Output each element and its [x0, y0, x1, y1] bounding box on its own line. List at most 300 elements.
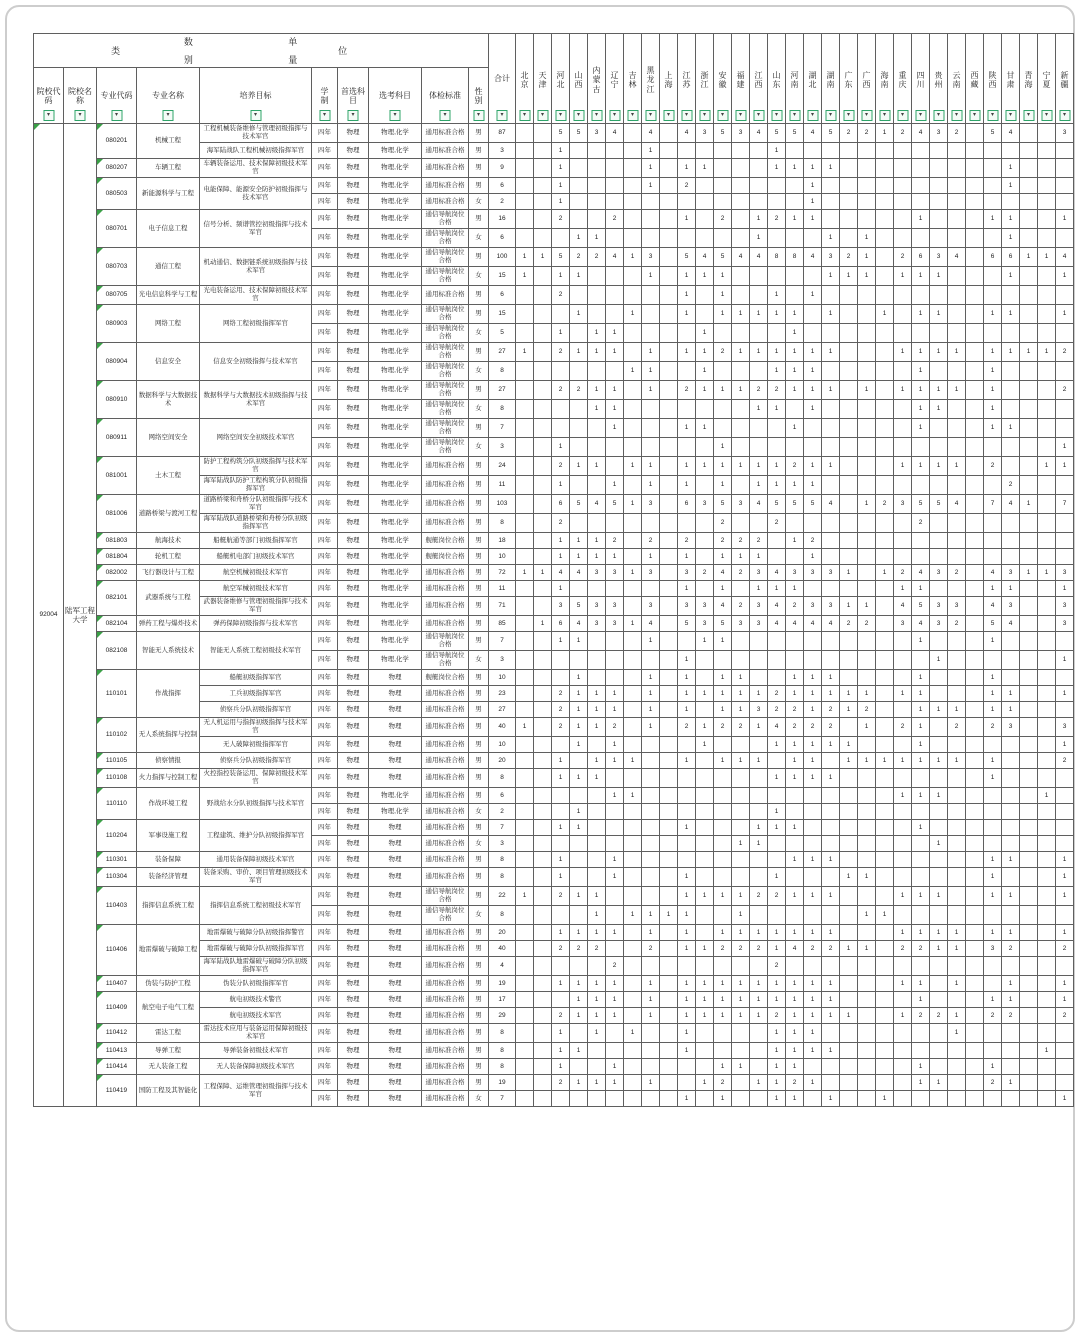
province-value-cell [840, 143, 858, 159]
province-value-cell: 1 [678, 549, 696, 565]
province-value-cell [876, 457, 894, 476]
province-value-cell [930, 820, 948, 836]
province-value-cell [516, 495, 534, 514]
province-value-cell [1002, 457, 1020, 476]
total-cell: 3 [489, 836, 516, 852]
first-subject-cell: 物理 [338, 305, 369, 324]
province-value-cell: 1 [570, 229, 588, 248]
province-value-cell [714, 804, 732, 820]
table-row [34, 419, 1074, 438]
province-value-cell: 1 [912, 1075, 930, 1091]
province-value-cell [534, 495, 552, 514]
province-value-cell: 3 [696, 616, 714, 632]
autofilter-button[interactable]: ▾ [609, 110, 620, 121]
province-value-cell [966, 194, 984, 210]
training-target-cell: 电能保障、能源安全防护初级指挥与技术军官 [200, 178, 312, 210]
province-value-cell: 1 [1002, 159, 1020, 178]
autofilter-button[interactable]: ▾ [390, 110, 401, 121]
autofilter-button[interactable]: ▾ [969, 110, 980, 121]
province-value-cell: 1 [516, 565, 534, 581]
province-value-cell [948, 769, 966, 788]
province-value-cell: 1 [822, 457, 840, 476]
province-value-cell [912, 476, 930, 495]
province-value-cell [894, 1043, 912, 1059]
province-value-cell: 1 [678, 925, 696, 941]
autofilter-button[interactable]: ▾ [43, 110, 54, 121]
autofilter-button[interactable]: ▾ [1005, 110, 1016, 121]
province-value-cell: 1 [984, 686, 1002, 702]
province-value-cell [984, 651, 1002, 670]
province-value-cell [516, 737, 534, 753]
training-target-cell: 船艇初级指挥军官 [200, 670, 312, 686]
training-target-cell: 雷达技术应用与装备运用保障初级技术军官 [200, 1024, 312, 1043]
province-value-cell: 2 [552, 210, 570, 229]
province-value-cell: 1 [930, 836, 948, 852]
province-value-cell [534, 632, 552, 651]
province-value-cell [984, 976, 1002, 992]
province-value-cell [1056, 324, 1074, 343]
province-value-cell: 1 [786, 533, 804, 549]
first-subject-cell: 物理 [338, 1091, 369, 1107]
province-value-cell [1020, 1075, 1038, 1091]
table-body [34, 124, 1074, 1107]
province-value-cell: 1 [570, 632, 588, 651]
province-value-cell [858, 804, 876, 820]
major-code-cell: 110414 [97, 1059, 137, 1075]
province-value-cell: 1 [714, 686, 732, 702]
province-value-cell: 4 [588, 495, 606, 514]
autofilter-button[interactable]: ▾ [771, 110, 782, 121]
province-value-cell: 2 [1056, 343, 1074, 362]
province-value-cell [534, 887, 552, 906]
autofilter-button[interactable]: ▾ [663, 110, 674, 121]
subjects-cell: 物理 [369, 976, 422, 992]
province-value-cell [714, 419, 732, 438]
table-row [34, 852, 1074, 868]
autofilter-button[interactable]: ▾ [933, 110, 944, 121]
province-value-cell [516, 1024, 534, 1043]
province-value-cell [732, 514, 750, 533]
province-value-cell: 1 [588, 457, 606, 476]
province-value-cell [678, 852, 696, 868]
autofilter-button[interactable]: ▾ [537, 110, 548, 121]
province-label: 新 疆 [1060, 70, 1069, 89]
province-value-cell [750, 1043, 768, 1059]
autofilter-button[interactable]: ▾ [789, 110, 800, 121]
province-value-cell [1020, 976, 1038, 992]
province-value-cell [660, 632, 678, 651]
province-value-cell [606, 143, 624, 159]
gender-cell: 女 [469, 267, 489, 286]
province-value-cell: 1 [822, 769, 840, 788]
first-subject-cell: 物理 [338, 632, 369, 651]
province-value-cell [660, 868, 678, 887]
province-value-cell [1020, 143, 1038, 159]
province-value-cell [696, 514, 714, 533]
column-header-province-四川 [912, 34, 930, 124]
province-value-cell: 1 [714, 702, 732, 718]
province-value-cell [876, 788, 894, 804]
duration-cell: 四年 [312, 229, 338, 248]
province-value-cell [984, 1043, 1002, 1059]
major-name-cell: 光电信息科学与工程 [137, 286, 200, 305]
province-value-cell [624, 651, 642, 670]
province-value-cell [840, 305, 858, 324]
autofilter-button[interactable]: ▾ [1041, 110, 1052, 121]
column-header-province-黑龙江 [642, 34, 660, 124]
province-value-cell [876, 1059, 894, 1075]
province-value-cell: 1 [516, 343, 534, 362]
province-value-cell: 1 [516, 267, 534, 286]
province-value-cell: 1 [1002, 1075, 1020, 1091]
province-value-cell [930, 549, 948, 565]
province-value-cell: 1 [1002, 305, 1020, 324]
autofilter-button[interactable]: ▾ [111, 110, 122, 121]
province-value-cell: 2 [768, 1008, 786, 1024]
province-value-cell [822, 476, 840, 495]
province-value-cell: 1 [930, 381, 948, 400]
province-value-cell [822, 362, 840, 381]
province-value-cell: 4 [768, 597, 786, 616]
province-value-cell: 1 [732, 670, 750, 686]
autofilter-button[interactable]: ▾ [699, 110, 710, 121]
province-value-cell [876, 1075, 894, 1091]
standard-cell: 通用标准合格 [422, 616, 469, 632]
province-value-cell: 2 [696, 565, 714, 581]
province-value-cell [840, 549, 858, 565]
province-value-cell [966, 632, 984, 651]
province-value-cell: 2 [804, 941, 822, 957]
province-value-cell [1056, 476, 1074, 495]
duration-cell: 四年 [312, 906, 338, 925]
province-value-cell: 1 [804, 852, 822, 868]
province-value-cell [948, 804, 966, 820]
province-value-cell [678, 769, 696, 788]
autofilter-button[interactable]: ▾ [681, 110, 692, 121]
subjects-cell: 物理 [369, 1091, 422, 1107]
province-value-cell [786, 143, 804, 159]
province-value-cell: 2 [732, 941, 750, 957]
province-value-cell [606, 769, 624, 788]
autofilter-button[interactable]: ▾ [825, 110, 836, 121]
province-value-cell [966, 1043, 984, 1059]
province-value-cell [750, 324, 768, 343]
province-value-cell [876, 533, 894, 549]
autofilter-button[interactable]: ▾ [250, 110, 261, 121]
gender-cell: 男 [469, 514, 489, 533]
province-value-cell [552, 305, 570, 324]
province-value-cell [1056, 419, 1074, 438]
province-value-cell [858, 324, 876, 343]
province-value-cell [822, 906, 840, 925]
autofilter-button[interactable]: ▾ [861, 110, 872, 121]
province-value-cell [516, 686, 534, 702]
province-label: 宁 夏 [1042, 70, 1051, 89]
province-value-cell: 1 [1002, 343, 1020, 362]
first-subject-cell: 物理 [338, 381, 369, 400]
province-value-cell: 3 [822, 248, 840, 267]
province-value-cell: 1 [732, 925, 750, 941]
province-value-cell: 3 [678, 565, 696, 581]
province-value-cell [516, 702, 534, 718]
training-target-cell: 无人机运用与指挥初级指挥与技术军官 [200, 718, 312, 737]
province-value-cell [876, 178, 894, 194]
column-header-province-广西 [858, 34, 876, 124]
province-value-cell [1020, 159, 1038, 178]
major-code-cell: 081006 [97, 495, 137, 533]
gender-cell: 男 [469, 868, 489, 887]
major-code-cell: 110105 [97, 753, 137, 769]
autofilter-button[interactable]: ▾ [735, 110, 746, 121]
province-value-cell: 3 [822, 597, 840, 616]
province-value-cell: 2 [894, 124, 912, 143]
province-label: 上 海 [664, 70, 673, 89]
province-value-cell [966, 419, 984, 438]
province-value-cell: 1 [876, 1091, 894, 1107]
province-value-cell: 4 [750, 248, 768, 267]
band-char: 位 [338, 46, 348, 57]
column-header-province-河北 [552, 34, 570, 124]
autofilter-button[interactable]: ▾ [717, 110, 728, 121]
autofilter-button[interactable]: ▾ [987, 110, 998, 121]
province-value-cell [732, 476, 750, 495]
province-value-cell [750, 632, 768, 651]
province-value-cell [660, 718, 678, 737]
province-value-cell [696, 836, 714, 852]
subjects-cell: 物理,化学 [369, 804, 422, 820]
province-value-cell [786, 514, 804, 533]
province-value-cell [876, 549, 894, 565]
total-cell: 8 [489, 906, 516, 925]
province-value-cell: 4 [714, 597, 732, 616]
province-value-cell: 1 [912, 381, 930, 400]
province-value-cell [516, 670, 534, 686]
province-value-cell: 2 [588, 248, 606, 267]
major-code-cell: 110419 [97, 1075, 137, 1107]
province-value-cell [624, 737, 642, 753]
duration-cell: 四年 [312, 686, 338, 702]
province-value-cell: 1 [804, 737, 822, 753]
province-value-cell [894, 804, 912, 820]
province-value-cell [840, 957, 858, 976]
province-value-cell [552, 804, 570, 820]
province-value-cell: 1 [588, 400, 606, 419]
standard-cell: 通信导航岗位合格 [422, 248, 469, 267]
total-cell: 40 [489, 941, 516, 957]
province-value-cell [570, 651, 588, 670]
major-name-cell: 侦察情报 [137, 753, 200, 769]
gender-cell: 男 [469, 887, 489, 906]
first-subject-cell: 物理 [338, 686, 369, 702]
major-code-cell: 080701 [97, 210, 137, 248]
province-value-cell [1020, 514, 1038, 533]
autofilter-button[interactable]: ▾ [440, 110, 451, 121]
autofilter-button[interactable]: ▾ [497, 110, 508, 121]
province-value-cell [606, 362, 624, 381]
column-header-2: 专业代码 ▾ [97, 68, 137, 124]
province-value-cell [876, 651, 894, 670]
autofilter-button[interactable]: ▾ [519, 110, 530, 121]
province-value-cell [1020, 651, 1038, 670]
autofilter-button[interactable]: ▾ [807, 110, 818, 121]
major-code-cell: 080911 [97, 419, 137, 457]
province-value-cell [678, 229, 696, 248]
province-label: 安 徽 [718, 70, 727, 89]
province-value-cell [876, 925, 894, 941]
total-cell: 8 [489, 769, 516, 788]
province-value-cell [750, 178, 768, 194]
province-value-cell: 2 [768, 702, 786, 718]
province-value-cell: 5 [714, 495, 732, 514]
province-value-cell [624, 1043, 642, 1059]
province-value-cell [660, 324, 678, 343]
subjects-cell: 物理 [369, 1043, 422, 1059]
training-target-cell: 车辆装备运用、技术保障初级技术军官 [200, 159, 312, 178]
autofilter-button[interactable]: ▾ [591, 110, 602, 121]
province-value-cell: 1 [912, 686, 930, 702]
province-value-cell: 1 [588, 718, 606, 737]
province-value-cell [516, 194, 534, 210]
province-value-cell [606, 267, 624, 286]
province-value-cell [768, 670, 786, 686]
major-name-cell: 机械工程 [137, 124, 200, 159]
province-value-cell [948, 651, 966, 670]
province-value-cell [588, 1091, 606, 1107]
province-value-cell [1056, 143, 1074, 159]
province-value-cell [1038, 1059, 1056, 1075]
province-value-cell [894, 400, 912, 419]
province-value-cell: 1 [570, 976, 588, 992]
province-value-cell: 1 [894, 581, 912, 597]
province-value-cell [732, 419, 750, 438]
province-value-cell [1020, 906, 1038, 925]
province-value-cell [1020, 581, 1038, 597]
province-value-cell: 1 [948, 1024, 966, 1043]
province-value-cell [1002, 514, 1020, 533]
province-value-cell: 1 [678, 1008, 696, 1024]
total-cell: 6 [489, 788, 516, 804]
province-value-cell [822, 753, 840, 769]
province-value-cell [858, 514, 876, 533]
autofilter-button[interactable]: ▾ [915, 110, 926, 121]
autofilter-button[interactable]: ▾ [573, 110, 584, 121]
duration-cell: 四年 [312, 124, 338, 143]
duration-cell: 四年 [312, 178, 338, 194]
autofilter-button[interactable]: ▾ [897, 110, 908, 121]
standard-cell: 通信导航岗位合格 [422, 324, 469, 343]
total-cell: 4 [489, 957, 516, 976]
province-value-cell [588, 286, 606, 305]
autofilter-button[interactable]: ▾ [555, 110, 566, 121]
column-header-province-广东 [840, 34, 858, 124]
province-value-cell: 1 [840, 1008, 858, 1024]
autofilter-button[interactable]: ▾ [1023, 110, 1034, 121]
province-value-cell [534, 702, 552, 718]
autofilter-button[interactable]: ▾ [627, 110, 638, 121]
province-value-cell [912, 194, 930, 210]
province-value-cell [714, 1043, 732, 1059]
autofilter-button[interactable]: ▾ [1059, 110, 1070, 121]
total-cell: 85 [489, 616, 516, 632]
province-value-cell [696, 651, 714, 670]
first-subject-cell: 物理 [338, 286, 369, 305]
province-value-cell [534, 1059, 552, 1075]
table-row [34, 1024, 1074, 1043]
province-value-cell [894, 476, 912, 495]
province-value-cell: 1 [678, 159, 696, 178]
province-value-cell: 1 [552, 925, 570, 941]
province-value-cell [570, 581, 588, 597]
autofilter-button[interactable]: ▾ [75, 110, 86, 121]
autofilter-button[interactable]: ▾ [879, 110, 890, 121]
province-value-cell: 1 [570, 702, 588, 718]
province-value-cell: 5 [678, 248, 696, 267]
province-value-cell: 1 [1056, 457, 1074, 476]
province-value-cell [966, 1075, 984, 1091]
province-value-cell: 1 [948, 381, 966, 400]
autofilter-button[interactable]: ▾ [348, 110, 359, 121]
province-value-cell: 1 [858, 941, 876, 957]
first-subject-cell: 物理 [338, 616, 369, 632]
province-value-cell [1002, 1043, 1020, 1059]
province-value-cell [732, 957, 750, 976]
autofilter-button[interactable]: ▾ [645, 110, 656, 121]
duration-cell: 四年 [312, 753, 338, 769]
province-value-cell: 2 [894, 718, 912, 737]
province-value-cell: 1 [552, 159, 570, 178]
major-code-cell: 110403 [97, 887, 137, 925]
table-row [34, 753, 1074, 769]
province-value-cell [948, 362, 966, 381]
province-value-cell: 1 [750, 476, 768, 495]
province-value-cell [714, 836, 732, 852]
province-value-cell: 1 [912, 305, 930, 324]
major-code-cell: 082104 [97, 616, 137, 632]
autofilter-button[interactable]: ▾ [163, 110, 174, 121]
province-value-cell: 5 [804, 495, 822, 514]
autofilter-button[interactable]: ▾ [843, 110, 854, 121]
province-value-cell: 1 [804, 1075, 822, 1091]
province-value-cell: 1 [552, 1024, 570, 1043]
province-label: 青 海 [1024, 70, 1033, 89]
first-subject-cell: 物理 [338, 941, 369, 957]
province-value-cell [588, 438, 606, 457]
province-value-cell [606, 178, 624, 194]
autofilter-button[interactable]: ▾ [753, 110, 764, 121]
province-value-cell: 2 [1056, 941, 1074, 957]
province-value-cell: 1 [696, 324, 714, 343]
province-value-cell [714, 737, 732, 753]
total-cell: 5 [489, 324, 516, 343]
province-value-cell [948, 1075, 966, 1091]
province-value-cell: 1 [984, 400, 1002, 419]
autofilter-button[interactable]: ▾ [951, 110, 962, 121]
province-value-cell [1002, 632, 1020, 651]
province-value-cell: 2 [1002, 941, 1020, 957]
province-value-cell [966, 438, 984, 457]
autofilter-button[interactable]: ▾ [473, 110, 484, 121]
province-value-cell [1038, 178, 1056, 194]
province-value-cell [516, 514, 534, 533]
province-value-cell [1038, 381, 1056, 400]
duration-cell: 四年 [312, 718, 338, 737]
province-value-cell [516, 992, 534, 1008]
province-value-cell [552, 1091, 570, 1107]
standard-cell: 通用标准合格 [422, 737, 469, 753]
province-value-cell [1002, 533, 1020, 549]
autofilter-button[interactable]: ▾ [319, 110, 330, 121]
province-value-cell [966, 769, 984, 788]
